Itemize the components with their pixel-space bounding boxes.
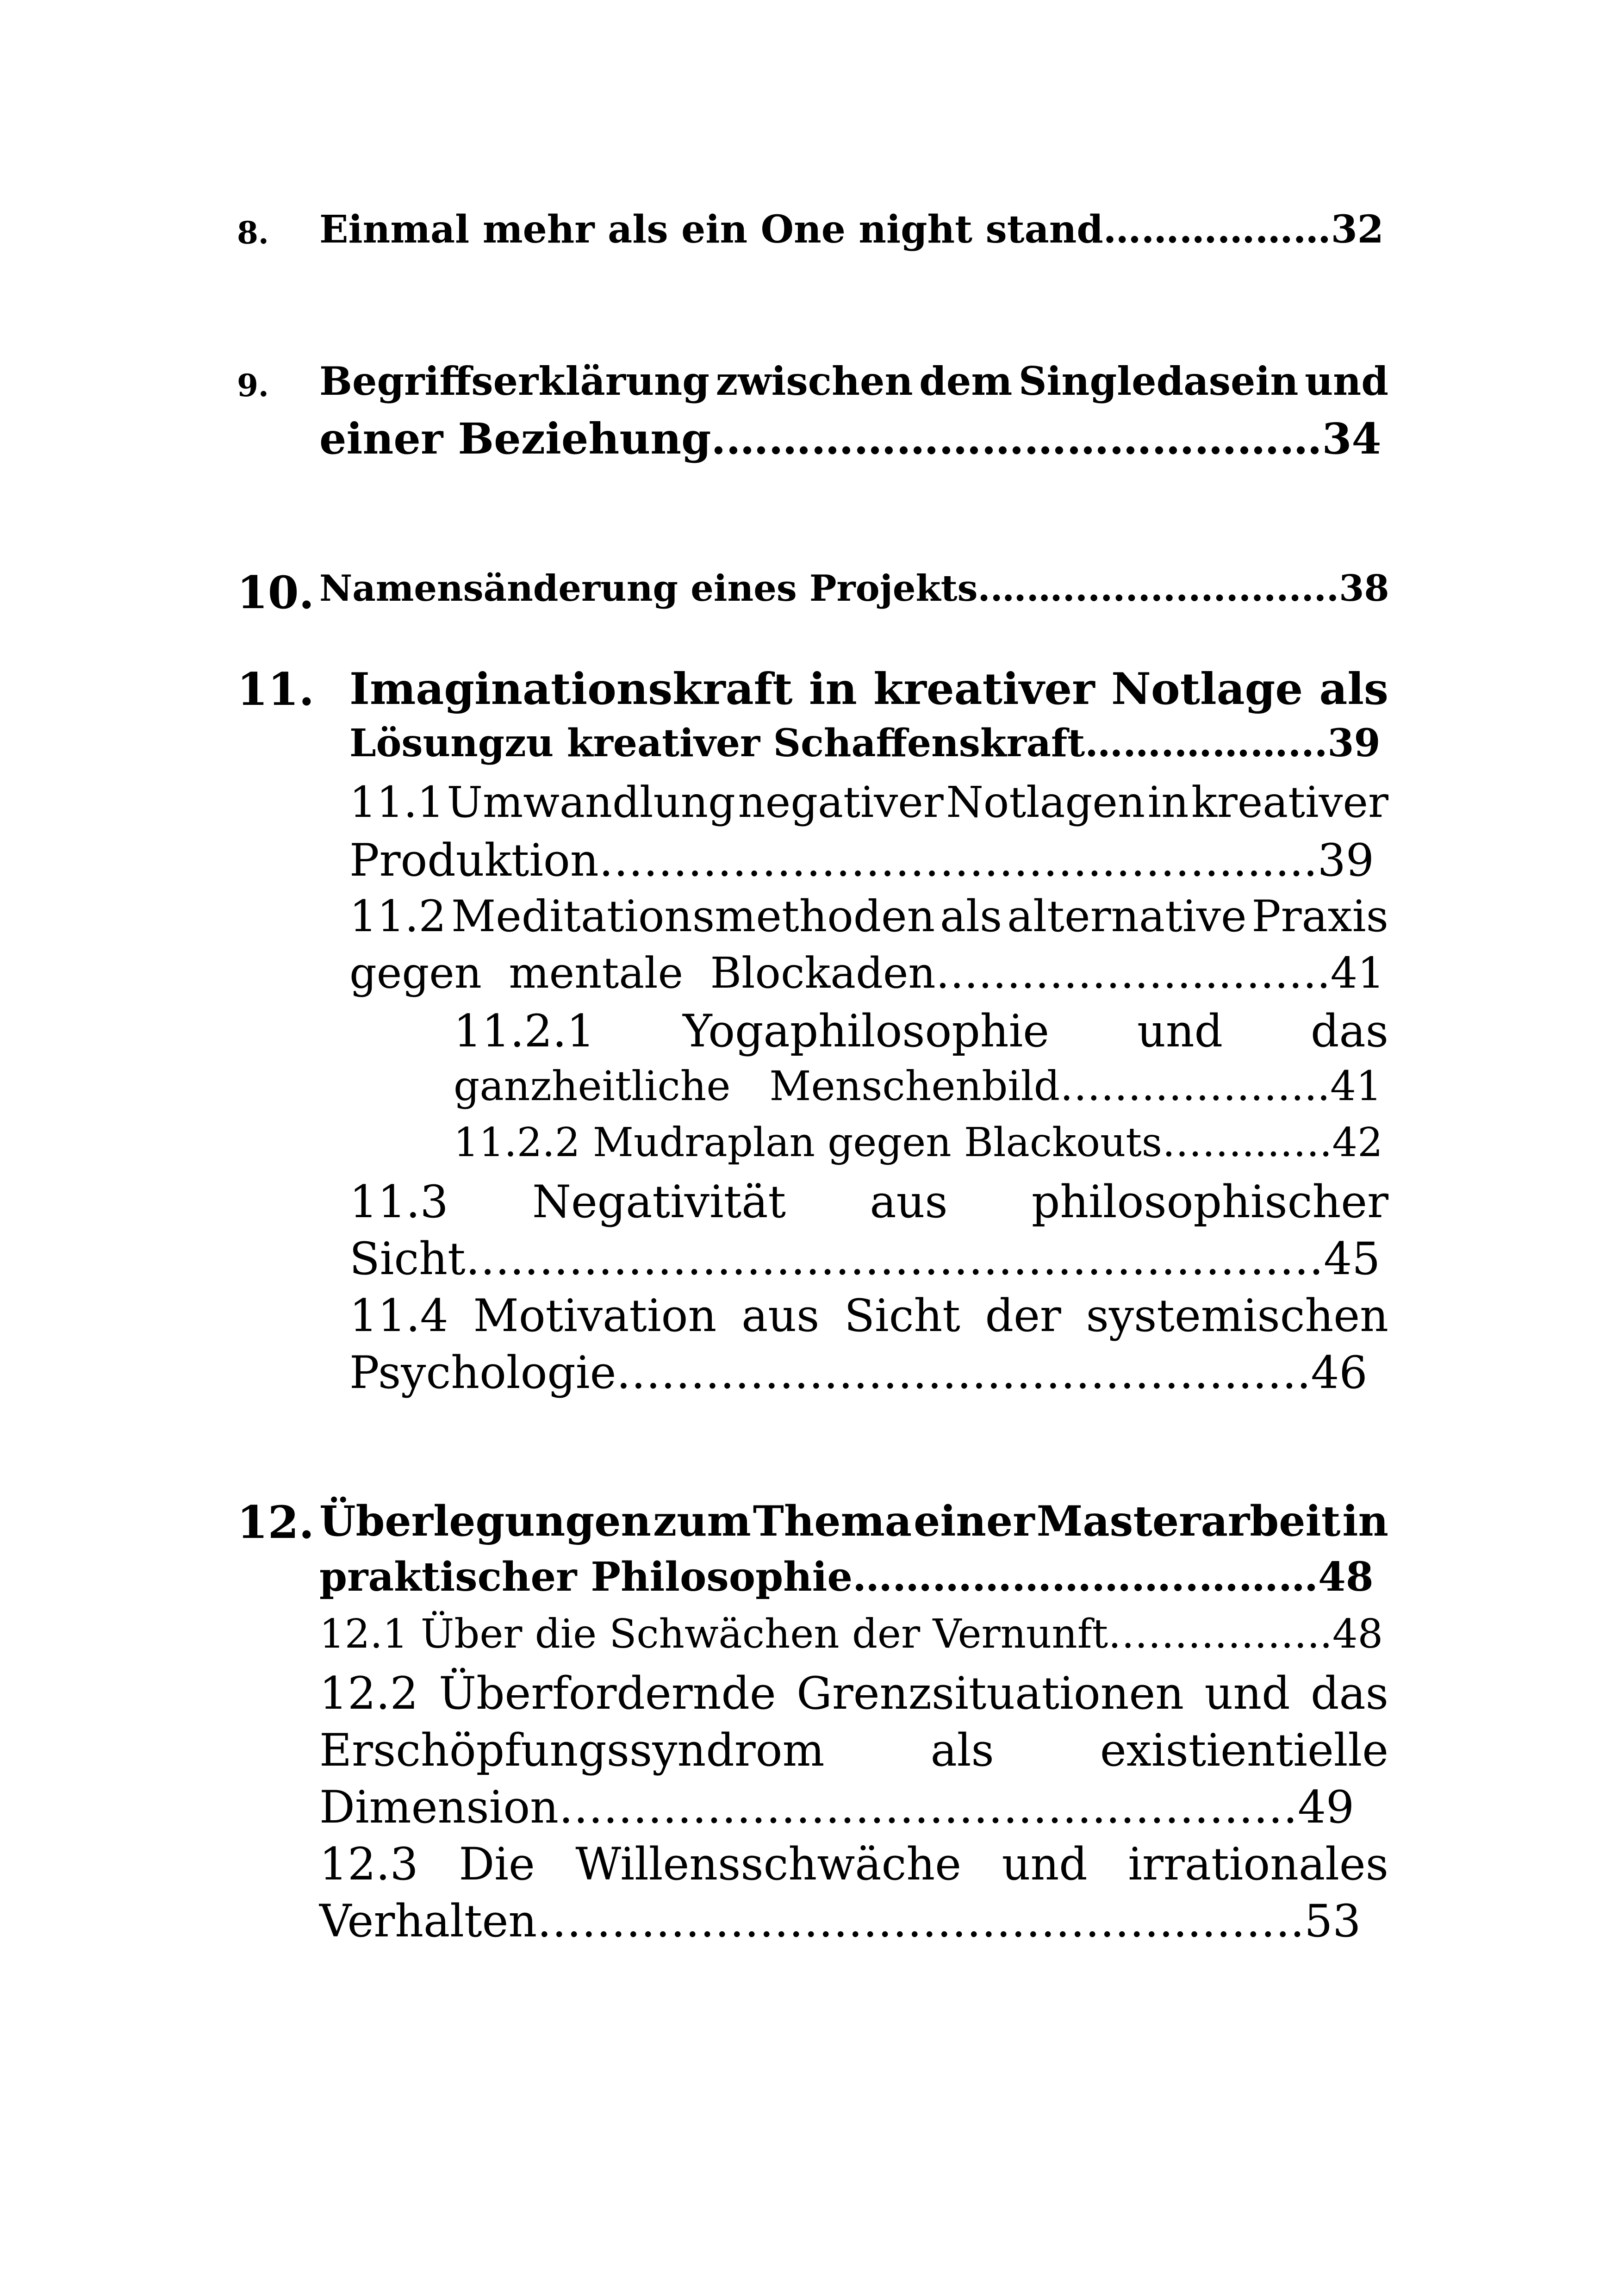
toc-entry-12-2-line3: Dimension………………………………..…………49 xyxy=(319,1781,1355,1833)
toc-entry-11-2-1-line1: 11.2.1 Yogaphilosophie und das xyxy=(454,1005,1388,1057)
toc-number-11: 11. xyxy=(237,663,315,716)
toc-entry-12-line1: Überlegungen zum Thema einer Masterarbeit in xyxy=(319,1497,1388,1546)
toc-entry-12-1: 12.1 Über die Schwächen der Vernunft……………..48 xyxy=(319,1611,1383,1657)
toc-entry-12-line2: praktischer Philosophie……………………..………48 xyxy=(319,1554,1374,1600)
toc-entry-11-2-1-line2: ganzheitliche Menschenbild………………..41 xyxy=(454,1062,1382,1110)
toc-number-12: 12. xyxy=(237,1496,315,1549)
toc-entry-11-line2: Lösungzu kreativer Schaffenskraft…….………...39 xyxy=(349,721,1381,765)
toc-entry-12-3-line2: Verhalten……………………………………...…….53 xyxy=(319,1895,1361,1947)
toc-entry-11-4-line2: Psychologie…………………………………….….46 xyxy=(349,1347,1368,1399)
toc-entry-11-4-line1: 11.4 Motivation aus Sicht der systemischen xyxy=(349,1290,1388,1342)
toc-entry-12-3-line1: 12.3 Die Willensschwäche und irrationales xyxy=(319,1838,1388,1890)
toc-entry-11-3-line1: 11.3 Negativität aus philosophischer xyxy=(349,1176,1388,1228)
toc-entry-11-3-line2: Sicht….………………………………………………45 xyxy=(349,1233,1381,1285)
toc-entry-12-2-line1: 12.2 Überfordernde Grenzsituationen und das xyxy=(319,1668,1388,1719)
toc-number-8: 8. xyxy=(237,215,269,251)
toc-number-9: 9. xyxy=(237,367,269,404)
toc-entry-11-line1: Imaginationskraft in kreativer Notlage als xyxy=(349,664,1388,715)
toc-number-10: 10. xyxy=(237,566,315,619)
toc-entry-9-line1: Begriffserklärung zwischen dem Singledasein und xyxy=(319,358,1388,404)
toc-entry-11-2-2: 11.2.2 Mudraplan gegen Blackouts……...….42 xyxy=(454,1120,1383,1166)
toc-entry-11-2-line2: gegen mentale Blockaden………………...…….41 xyxy=(349,948,1385,998)
toc-entry-10: Namensänderung eines Projekts.……......................38 xyxy=(319,567,1389,610)
toc-entry-11-1-line1: 11.1 Umwandlung negativer Notlagen in kreativer xyxy=(349,778,1388,827)
toc-entry-9-line2: einer Beziehung.……………………………………34 xyxy=(319,414,1382,464)
toc-entry-11-1-line2: Produktion……………………………..……........39 xyxy=(349,834,1374,886)
toc-entry-11-2-line1: 11.2 Meditationsmethoden als alternative Praxis xyxy=(349,891,1388,942)
toc-entry-8: Einmal mehr als ein One night stand………………32 xyxy=(319,207,1384,252)
toc-entry-12-2-line2: Erschöpfungssyndrom als existientielle xyxy=(319,1724,1388,1776)
